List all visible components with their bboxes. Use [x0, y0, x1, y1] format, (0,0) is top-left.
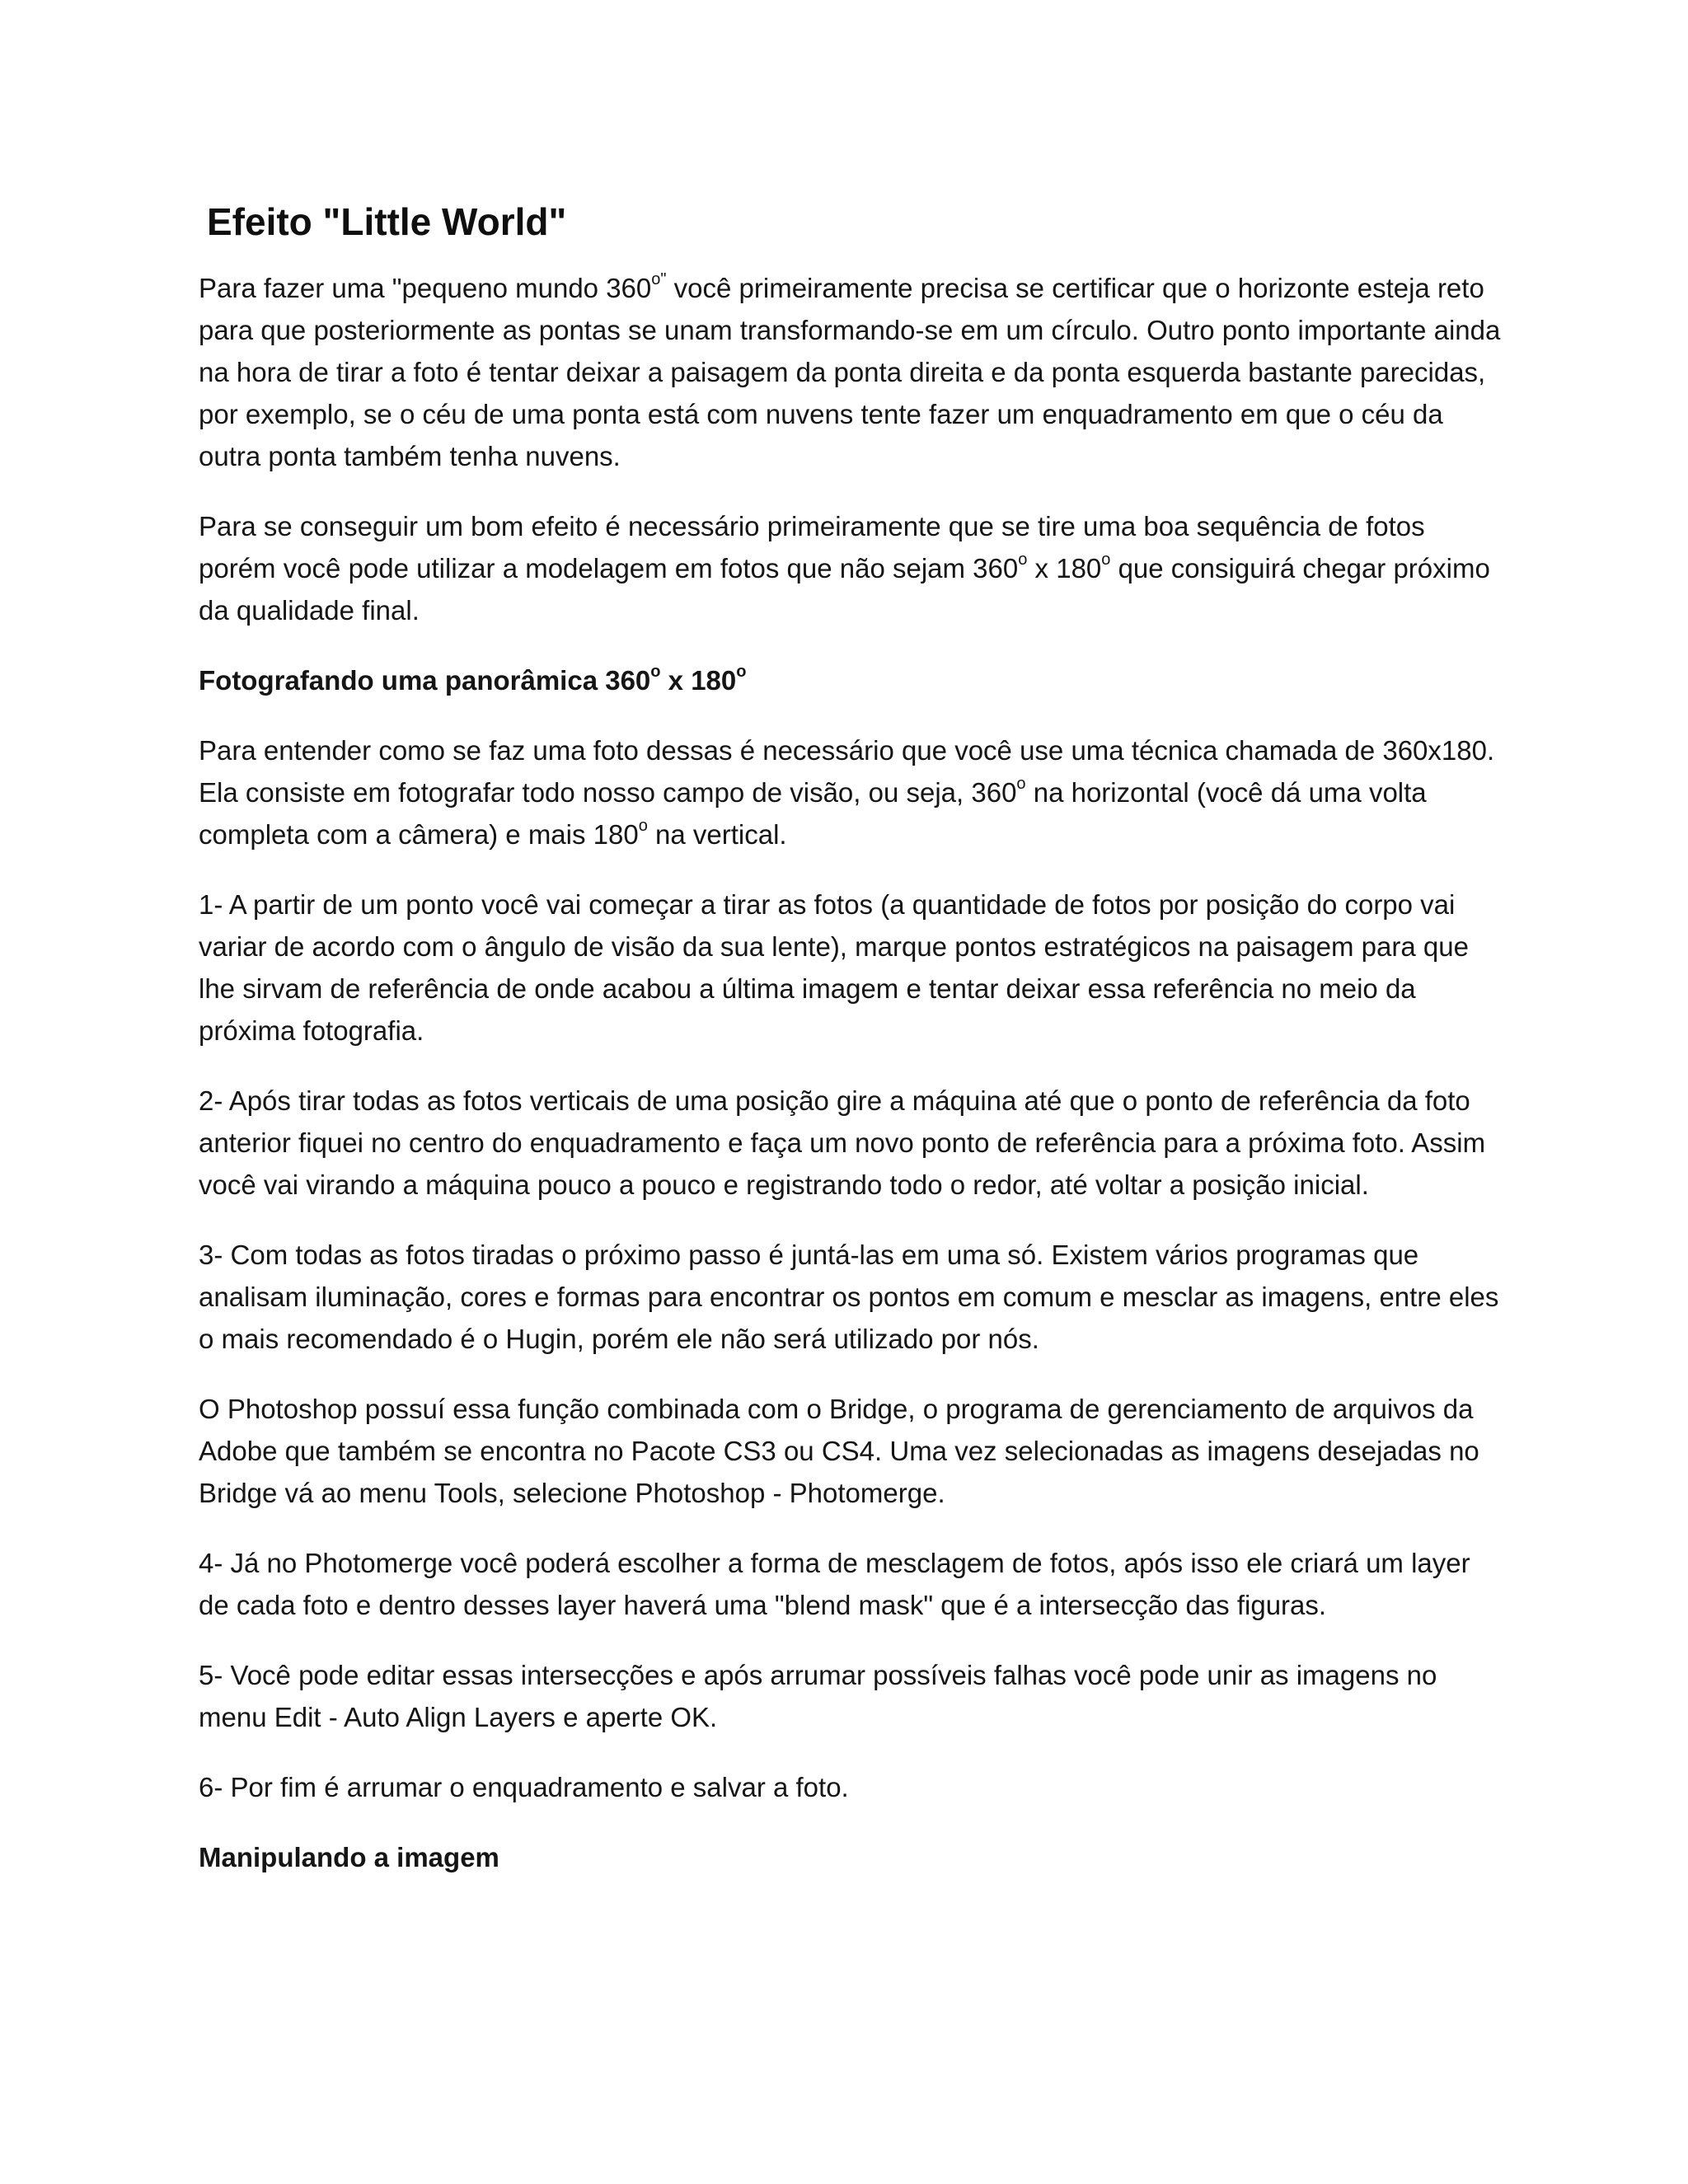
paragraph-step-6: 6- Por fim é arrumar o enquadramento e salvar a foto. [199, 1772, 849, 1802]
paragraph-text: x 180 [1027, 553, 1102, 583]
paragraph-step-2: 2- Após tirar todas as fotos verticais de uma posição gire a máquina até que o ponto de referência da foto anterior fiquei no centro do enquadramento e faça um novo ponto de referência para a próxima foto. Assim você vai virando a máquina pouco a pouco e registrando todo o redor, até voltar a posição inicial. [199, 1085, 1486, 1200]
degree-superscript: o" [651, 270, 667, 288]
paragraph-step-3: 3- Com todas as fotos tiradas o próximo passo é juntá-las em uma só. Existem vários programas que analisam iluminação, cores e formas para encontrar os pontos em comum e mesclar as imagens, entre eles o mais recomendado é o Hugin, porém ele não será utilizado por nós. [199, 1240, 1499, 1354]
paragraph-step-1: 1- A partir de um ponto você vai começar a tirar as fotos (a quantidade de fotos por posição do corpo vai variar de acordo com o ângulo de visão da sua lente), marque pontos estratégicos na paisagem para que lhe sirvam de referência de onde acabou a última imagem e tentar deixar essa referência no meio da próxima fotografia. [199, 889, 1469, 1046]
paragraph-step-4: 4- Já no Photomerge você poderá escolher a forma de mesclagem de fotos, após isso ele criará um layer de cada foto e dentro desses layer haverá uma "blend mask" que é a intersecção das figuras. [199, 1548, 1470, 1620]
document-body [199, 196, 1501, 1906]
paragraph-step-5: 5- Você pode editar essas intersecções e após arrumar possíveis falhas você pode unir as imagens no menu Edit - Auto Align Layers e aperte OK. [199, 1660, 1437, 1732]
paragraph-sequence [199, 505, 1501, 631]
paragraph-text: Para entender como se faz uma foto dessas é necessário que você use uma técnica chamada de 360x180. Ela consiste em fotografar todo nosso campo de visão, ou seja, 360 [199, 735, 1495, 808]
heading-text: x 180 [660, 665, 737, 696]
paragraph-text: na horizontal (você dá uma volta completa com a câmera) e mais 180 [199, 777, 1427, 850]
degree-superscript: o [1016, 775, 1026, 793]
degree-superscript: o [1018, 551, 1028, 569]
degree-superscript: o [736, 663, 747, 681]
paragraph-photoshop: O Photoshop possuí essa função combinada com o Bridge, o programa de gerenciamento de arquivos da Adobe que também se encontra no Pacote CS3 ou CS4. Uma vez selecionadas as imagens desejadas no Bridge vá ao menu Tools, selecione Photoshop - Photomerge. [199, 1394, 1479, 1508]
heading-text: Fotografando uma panorâmica 360 [199, 665, 651, 696]
paragraph-text: que consiguirá chegar próximo da qualidade final. [199, 553, 1490, 626]
paragraph-technique [199, 729, 1501, 855]
degree-superscript: o [1101, 551, 1111, 569]
paragraph-text: na vertical. [647, 819, 787, 850]
section-heading-panoramica [199, 659, 1501, 701]
degree-superscript: o [650, 663, 661, 681]
paragraph-text: você primeiramente precisa se certificar que o horizonte esteja reto para que posteriormente as pontas se unam transformando-se em um círculo. Outro ponto importante ainda na hora de tirar a foto é tentar deixar a paisagem da ponta direita e da ponta esquerda bastante parecidas, por exemplo, se o céu de uma ponta está com nuvens tente fazer um enquadramento em que o céu da outra ponta também tenha nuvens. [199, 273, 1501, 471]
section-heading-manipulando: Manipulando a imagem [199, 1842, 499, 1872]
document-title: Efeito "Little World" [207, 200, 567, 243]
degree-superscript: o [638, 817, 648, 835]
paragraph-text: Para se conseguir um bom efeito é necessário primeiramente que se tire uma boa sequência de fotos porém você pode utilizar a modelagem em fotos que não sejam 360 [199, 511, 1425, 583]
paragraph-text: Para fazer uma "pequeno mundo 360 [199, 273, 652, 303]
paragraph-intro [199, 267, 1501, 477]
